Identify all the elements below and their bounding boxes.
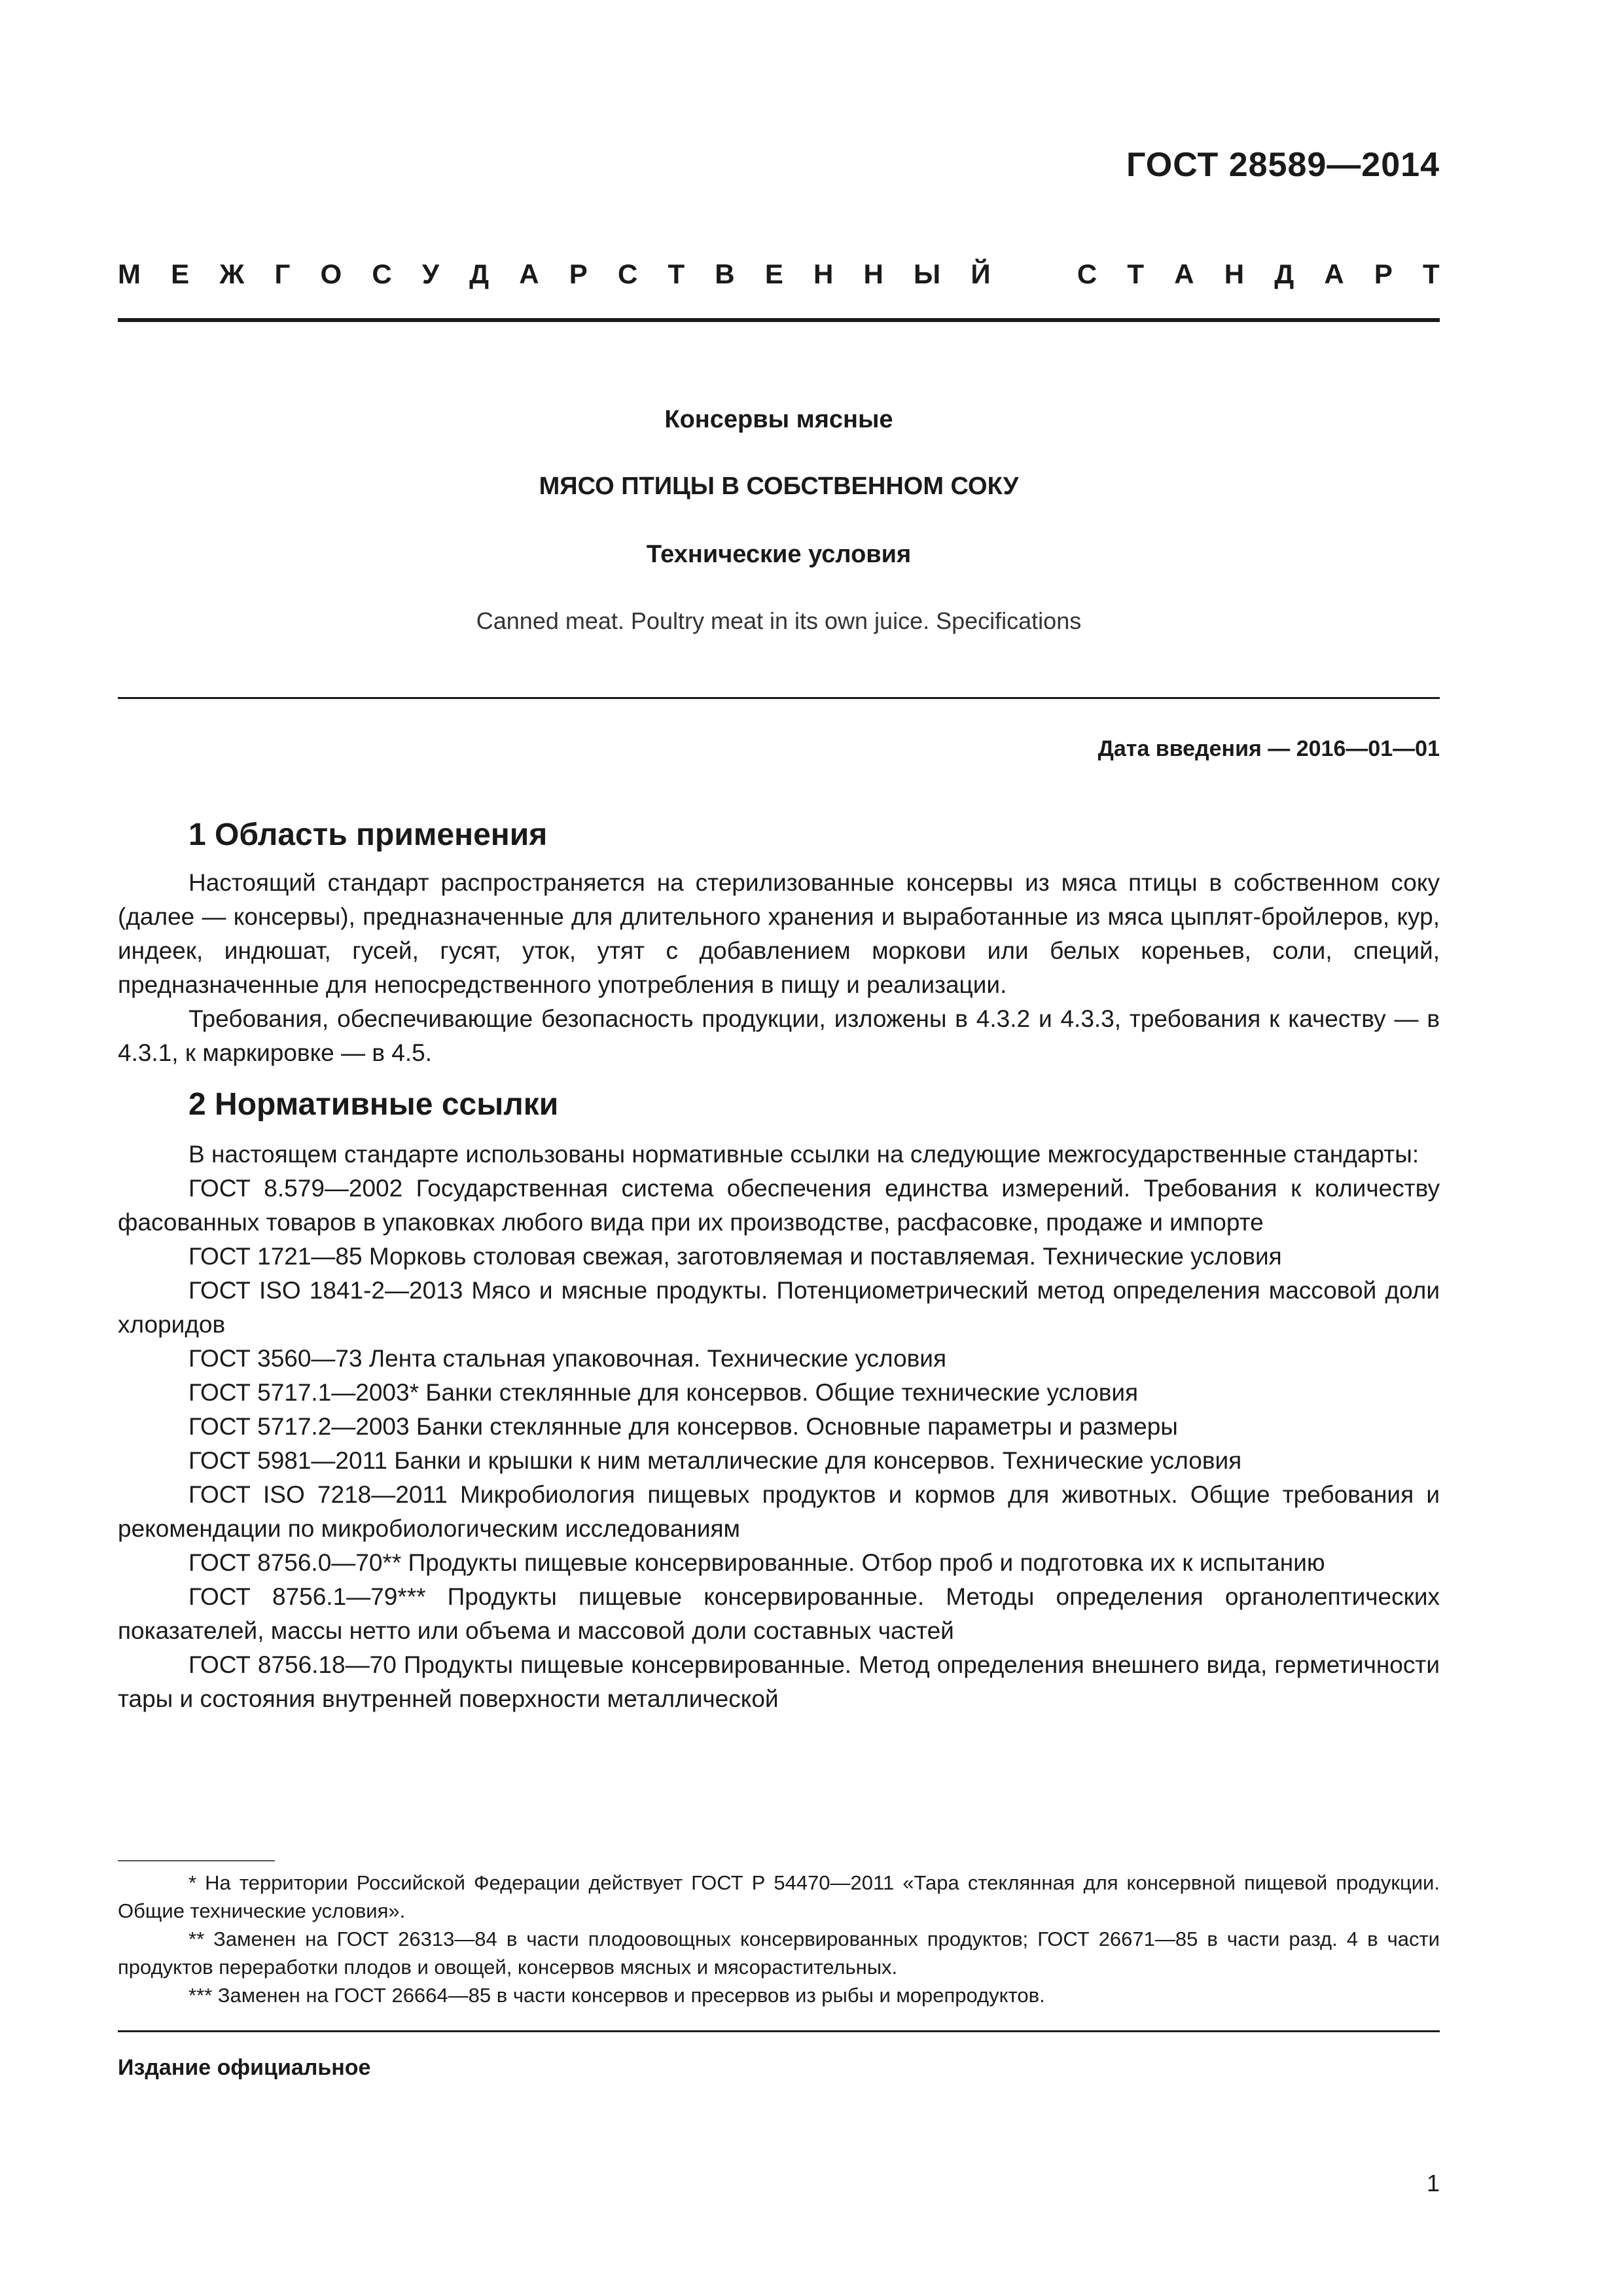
normative-reference: ГОСТ 3560—73 Лента стальная упаковочная. Технические условия (188, 1345, 947, 1372)
interstate-letter: Д (469, 259, 490, 289)
normative-reference: ГОСТ 8756.0—70** Продукты пищевые консервированные. Отбор проб и подготовка их к испытанию (188, 1549, 1325, 1576)
interstate-letter: Р (1374, 259, 1393, 289)
normative-reference: ГОСТ ISO 1841-2—2013 Мясо и мясные продукты. Потенциометрический метод определения массовой доли хлоридов (118, 1277, 1440, 1338)
section-1-title: 1 Область применения (188, 817, 548, 852)
interstate-letter: Т (1127, 259, 1145, 289)
normative-reference: ГОСТ 8.579—2002 Государственная система обеспечения единства измерений. Требования к количеству фасованных товаров в упаковках любого вида при их производстве, расфасовке, продаже и импорте (118, 1175, 1440, 1236)
interstate-letter: Н (813, 259, 834, 289)
interstate-letter: О (320, 259, 342, 289)
title-english: Canned meat. Poultry meat in its own juice. Specifications (476, 607, 1082, 634)
gost-number: ГОСТ 28589—2014 (1126, 146, 1440, 184)
interstate-letter: Н (1224, 259, 1245, 289)
normative-reference: ГОСТ 5717.1—2003* Банки стеклянные для консервов. Общие технические условия (188, 1379, 1139, 1406)
interstate-letter: М (118, 259, 141, 289)
interstate-letter: Г (274, 259, 291, 289)
footnote-separator (118, 1860, 275, 1861)
interstate-letter: С (617, 259, 638, 289)
introduction-date: Дата введения — 2016—01—01 (1097, 736, 1440, 761)
interstate-letter: Р (569, 259, 588, 289)
word-gap (1021, 259, 1047, 290)
interstate-letter: Е (171, 259, 190, 289)
title-rule (118, 697, 1440, 699)
normative-reference: ГОСТ 8756.1—79*** Продукты пищевые консервированные. Методы определения органолептических показателей, массы нетто или объема и массовой доли составных частей (118, 1583, 1440, 1644)
interstate-letter: Е (764, 259, 783, 289)
interstate-letter: Й (971, 259, 991, 289)
normative-reference: ГОСТ ISO 7218—2011 Микробиология пищевых продуктов и кормов для животных. Общие требования и рекомендации по микробиологическим исследованиям (118, 1481, 1440, 1542)
normative-reference: ГОСТ 8756.18—70 Продукты пищевые консервированные. Метод определения внешнего вида, герметичности тары и состояния внутренней поверхности металлической (118, 1651, 1440, 1712)
footnote: ** Заменен на ГОСТ 26313—84 в части плодоовощных консервированных продуктов; ГОСТ 26671—85 в части разд. 4 в части продуктов переработки плодов и овощей, консервов мясных и мясорастительных. (118, 1928, 1440, 1979)
normative-reference: ГОСТ 5981—2011 Банки и крышки к ним металлические для консервов. Технические условия (188, 1447, 1242, 1474)
normative-reference: ГОСТ 5717.2—2003 Банки стеклянные для консервов. Основные параметры и размеры (188, 1413, 1178, 1440)
interstate-letter: Ж (219, 259, 245, 289)
title-main: МЯСО ПТИЦЫ В СОБСТВЕННОМ СОКУ (539, 473, 1019, 500)
normative-reference: ГОСТ 1721—85 Морковь столовая свежая, заготовляемая и поставляемая. Технические условия (188, 1243, 1282, 1270)
title-category: Консервы мясные (664, 406, 893, 433)
interstate-letter: Д (1274, 259, 1294, 289)
section-1-paragraph: Требования, обеспечивающие безопасность продукции, изложены в 4.3.2 и 4.3.3, требования к качеству — в 4.3.1, к маркировке — в 4.5. (118, 1005, 1440, 1066)
section-1-paragraph: Настоящий стандарт распространяется на стерилизованные консервы из мяса птицы в собственном соку (далее — консервы), предназначенные для длительного хранения и выработанные из мяса цыплят-бройлеров, кур, индеек, индюшат, гусей, гусят, уток, утят с добавлением моркови или белых кореньев, соли, специй, предназначенные для непосредственного употребления в пищу и реализации. (118, 869, 1440, 998)
footnotes (118, 1869, 1440, 2009)
interstate-letter: Т (668, 259, 685, 289)
interstate-standard-heading (118, 259, 1440, 290)
edition-label: Издание официальное (118, 2055, 371, 2080)
footer-rule (118, 2030, 1440, 2032)
interstate-letter: С (372, 259, 392, 289)
document-page (118, 0, 1440, 2296)
interstate-letter: Т (1423, 259, 1440, 289)
section-2-body (118, 1138, 1440, 1716)
interstate-letter: Ы (914, 259, 941, 289)
interstate-letter: А (1324, 259, 1344, 289)
section-2-title: 2 Нормативные ссылки (188, 1087, 559, 1122)
title-type: Технические условия (646, 541, 912, 568)
interstate-letter: А (519, 259, 539, 289)
footnote: * На территории Российской Федерации действует ГОСТ Р 54470—2011 «Тара стеклянная для консервной пищевой продукции. Общие технические условия». (118, 1871, 1440, 1922)
interstate-letter: В (715, 259, 735, 289)
footnote: *** Заменен на ГОСТ 26664—85 в части консервов и пресервов из рыбы и морепродуктов. (188, 1984, 1045, 2007)
page-number: 1 (1426, 2170, 1440, 2197)
section-2-intro: В настоящем стандарте использованы нормативные ссылки на следующие межгосударственные стандарты: (188, 1141, 1419, 1168)
interstate-letter: А (1174, 259, 1194, 289)
interstate-letter: Н (863, 259, 883, 289)
section-1-body (118, 866, 1440, 1070)
interstate-letter: С (1077, 259, 1097, 289)
interstate-letter: У (421, 259, 439, 289)
header-rule (118, 318, 1440, 322)
